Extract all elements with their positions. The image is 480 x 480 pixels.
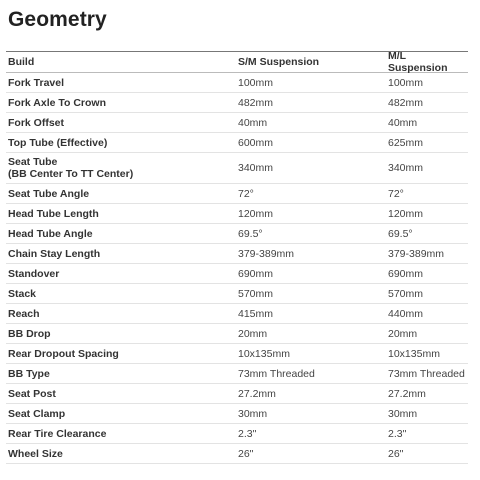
- row-label: BB Type: [8, 367, 50, 380]
- ml-value: 27.2mm: [388, 387, 426, 400]
- table-row: [6, 284, 468, 304]
- table-row: [6, 304, 468, 324]
- table-row: [6, 244, 468, 264]
- sm-value: 340mm: [238, 162, 274, 174]
- ml-value: 73mm Threaded: [388, 367, 465, 380]
- sm-value: 27.2mm: [238, 387, 276, 400]
- sm-value: 72°: [238, 187, 254, 200]
- row-label: Head Tube Angle: [8, 227, 93, 240]
- row-label: Seat Post: [8, 387, 56, 400]
- table-row: [6, 224, 468, 244]
- ml-value: 625mm: [388, 136, 424, 149]
- table-row: [6, 153, 468, 184]
- sm-value: 10x135mm: [238, 347, 290, 360]
- row-label: Head Tube Length: [8, 207, 99, 220]
- ml-value: 120mm: [388, 207, 424, 220]
- row-label: Top Tube (Effective): [8, 136, 108, 149]
- sm-value: 100mm: [238, 76, 274, 89]
- sm-value: 570mm: [238, 287, 274, 300]
- table-row: [6, 404, 468, 424]
- sm-value: 379-389mm: [238, 247, 295, 260]
- sm-value: 73mm Threaded: [238, 367, 315, 380]
- row-label: Seat Clamp: [8, 407, 66, 420]
- table-row: [6, 184, 468, 204]
- table-header-row: [6, 52, 468, 73]
- sm-value: 20mm: [238, 327, 268, 340]
- ml-value: 30mm: [388, 407, 418, 420]
- sm-value: 40mm: [238, 116, 268, 129]
- ml-value: 482mm: [388, 96, 424, 109]
- header-build: Build: [8, 56, 35, 68]
- table-row: [6, 364, 468, 384]
- ml-value: 26": [388, 447, 404, 460]
- table-row: [6, 424, 468, 444]
- geometry-table: [6, 51, 468, 464]
- row-label: Fork Axle To Crown: [8, 96, 107, 109]
- header-ml-suspension: M/L Suspension: [388, 50, 448, 74]
- ml-value: 340mm: [388, 162, 424, 174]
- header-sm-suspension: S/M Suspension: [238, 56, 320, 68]
- row-label: Reach: [8, 307, 40, 320]
- ml-value: 2.3": [388, 427, 407, 440]
- sm-value: 30mm: [238, 407, 268, 420]
- ml-value: 72°: [388, 187, 404, 200]
- ml-value: 20mm: [388, 327, 418, 340]
- ml-value: 690mm: [388, 267, 424, 280]
- ml-value: 570mm: [388, 287, 424, 300]
- table-row: [6, 93, 468, 113]
- ml-value: 40mm: [388, 116, 418, 129]
- row-label: Chain Stay Length: [8, 247, 101, 260]
- table-row: [6, 444, 468, 464]
- ml-value: 100mm: [388, 76, 424, 89]
- table-row: [6, 324, 468, 344]
- sm-value: 2.3": [238, 427, 257, 440]
- sm-value: 600mm: [238, 136, 274, 149]
- table-row: [6, 384, 468, 404]
- sm-value: 26": [238, 447, 254, 460]
- row-label: Seat Tube (BB Center To TT Center): [8, 156, 134, 180]
- table-row: [6, 344, 468, 364]
- sm-value: 69.5°: [238, 227, 263, 240]
- sm-value: 690mm: [238, 267, 274, 280]
- table-row: [6, 73, 468, 93]
- row-label: Rear Tire Clearance: [8, 427, 107, 440]
- table-row: [6, 204, 468, 224]
- ml-value: 69.5°: [388, 227, 413, 240]
- row-label: Wheel Size: [8, 447, 63, 460]
- table-row: [6, 264, 468, 284]
- ml-value: 440mm: [388, 307, 424, 320]
- ml-value: 379-389mm: [388, 247, 445, 260]
- row-label: Standover: [8, 267, 60, 280]
- page-title: Geometry: [8, 8, 107, 31]
- sm-value: 482mm: [238, 96, 274, 109]
- sm-value: 120mm: [238, 207, 274, 220]
- row-label: BB Drop: [8, 327, 51, 340]
- sm-value: 415mm: [238, 307, 274, 320]
- ml-value: 10x135mm: [388, 347, 440, 360]
- row-label: Seat Tube Angle: [8, 187, 90, 200]
- table-row: [6, 113, 468, 133]
- row-label: Stack: [8, 287, 37, 300]
- row-label: Rear Dropout Spacing: [8, 347, 119, 360]
- table-row: [6, 133, 468, 153]
- row-label: Fork Offset: [8, 116, 65, 129]
- row-label: Fork Travel: [8, 76, 65, 89]
